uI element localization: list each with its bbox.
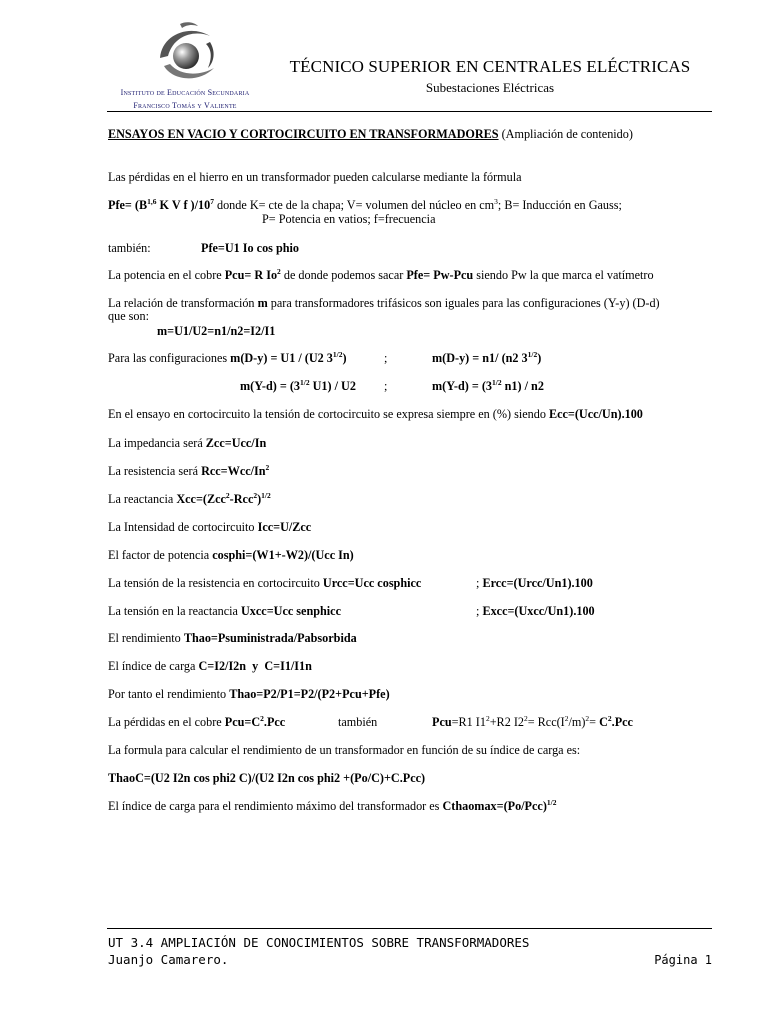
- formula-pfe: [108, 198, 622, 212]
- paragraph-max-efficiency: [108, 799, 556, 813]
- formula-part: ): [342, 351, 347, 365]
- formula-yd: [240, 379, 356, 393]
- formula-part: cosphi=(W1+-W2)/(Ucc In): [212, 548, 354, 562]
- text: Por tanto el rendimiento: [108, 687, 230, 701]
- formula-part: .Pcc: [263, 715, 286, 729]
- formula-part: U1) / U2: [309, 379, 356, 393]
- formula-part: n1) / n2: [501, 379, 544, 393]
- superscript: 2: [253, 491, 258, 500]
- text: La relación de transformación: [108, 296, 258, 310]
- formula-dy: [108, 351, 347, 365]
- formula-part: Icc=U/Zcc: [257, 520, 312, 534]
- footer-unit-title: UT 3.4 AMPLIACIÓN DE CONOCIMIENTOS SOBRE TRANSFORMADORES: [108, 935, 530, 950]
- superscript: 2: [277, 267, 281, 276]
- paragraph-efficiency: [108, 631, 357, 645]
- institute-line-1: Instituto de Educación Secundaria: [120, 88, 250, 97]
- footer-divider: [107, 928, 712, 929]
- superscript: 2: [225, 491, 230, 500]
- institute-line-2: Francisco Tomás y Valiente: [133, 101, 237, 110]
- paragraph-sc-current: [108, 520, 311, 534]
- text: La impedancia será: [108, 436, 206, 450]
- text: =: [589, 715, 600, 729]
- paragraph-short-circuit: [108, 407, 643, 421]
- paragraph-efficiency-formula-intro: La formula para calcular el rendimiento de un transformador en función de su índice de carga es:: [108, 743, 581, 757]
- formula-part: Pcu: [432, 715, 452, 729]
- formula-part: Ecc=(Ucc/Un).100: [548, 407, 643, 421]
- formula-part: Ercc=(Urcc/Un1).100: [482, 576, 593, 590]
- superscript: 1/2: [261, 491, 271, 500]
- paragraph-reactance: [108, 492, 271, 506]
- paragraph-resistance-voltage: [108, 576, 421, 590]
- formula-part: ThaoC=(U2 I2n cos phi2 C)/(U2 I2n cos phi2 +(Po/C)+C.Pcc): [108, 771, 426, 785]
- text: ;: [476, 604, 483, 618]
- text: Para las configuraciones: [108, 351, 231, 365]
- text: =R1 I1: [451, 715, 486, 729]
- tambien-label: también:: [108, 241, 151, 255]
- formula-part: m=U1/U2=n1/n2=I2/I1: [157, 324, 276, 338]
- formula-part: Rcc=Wcc/In: [201, 464, 266, 478]
- formula-thaoc: [108, 771, 425, 785]
- text: La potencia en el cobre: [108, 268, 225, 282]
- text: La tensión de la resistencia en cortocircuito: [108, 576, 323, 590]
- paragraph-resistance: [108, 464, 269, 478]
- paragraph-iron-losses: Las pérdidas en el hierro en un transformador pueden calcularse mediante la fórmula: [108, 170, 522, 184]
- text: = Rcc(I: [527, 715, 565, 729]
- formula-part: Pfe= Pw-Pcu: [406, 268, 474, 282]
- superscript: 7: [210, 197, 214, 206]
- formula-pcu-alt: [432, 715, 633, 729]
- formula-part: Xcc=(Zcc: [176, 492, 226, 506]
- formula-part: Pfe= (B: [108, 198, 148, 212]
- heading-text: ENSAYOS EN VACIO Y CORTOCIRCUITO EN TRANSFORMADORES: [108, 127, 499, 141]
- superscript: 2: [485, 714, 490, 723]
- superscript: 3: [494, 197, 498, 206]
- text: La pérdidas en el cobre: [108, 715, 225, 729]
- paragraph-copper-power: [108, 268, 654, 282]
- formula-part: m(D-y) = n1/ (n2 3: [432, 351, 528, 365]
- formula-part: Pfe=U1 Io cos phio: [201, 241, 300, 255]
- formula-part: m(Y-d) = (3: [432, 379, 492, 393]
- copper-losses-tambien: también: [338, 715, 378, 729]
- formula-part: C=I2/I2n y C=I1/I1n: [198, 659, 312, 673]
- formula-part: Pcu=C: [224, 715, 261, 729]
- formula-part: Excc=(Uxcc/Un1).100: [482, 604, 595, 618]
- formula-pfe-line2: P= Potencia en vatios; f=frecuencia: [262, 212, 436, 226]
- formula-part: Thao=Psuministrada/Pabsorbida: [183, 631, 357, 645]
- text: El índice de carga para el rendimiento máximo del transformador es: [108, 799, 443, 813]
- institute-logo-icon: [150, 22, 220, 86]
- text: ;: [476, 576, 483, 590]
- formula-part: C: [599, 715, 608, 729]
- text: La tensión en la reactancia: [108, 604, 241, 618]
- superscript: 1/2: [299, 378, 310, 387]
- text: El factor de potencia: [108, 548, 213, 562]
- text: La Intensidad de cortocircuito: [108, 520, 258, 534]
- institute-name: [100, 86, 270, 112]
- formula-text: ; B= Inducción en Gauss;: [497, 198, 622, 212]
- tambien-formula: [201, 241, 299, 255]
- formula-part: Uxcc=Ucc senphicc: [240, 604, 342, 618]
- formula-part: Thao=P2/P1=P2/(P2+Pcu+Pfe): [229, 687, 390, 701]
- paragraph-load-index: [108, 659, 312, 673]
- text: La resistencia será: [108, 464, 202, 478]
- superscript: 1/2: [491, 378, 502, 387]
- formula-excc: [476, 604, 595, 618]
- formula-part: m(Y-d) = (3: [240, 379, 300, 393]
- text: /m): [568, 715, 586, 729]
- formula-ercc: [476, 576, 593, 590]
- formula-part: .Pcc: [611, 715, 633, 729]
- footer-page-number: Página 1: [654, 953, 712, 967]
- formula-part: Zcc=Ucc/In: [205, 436, 267, 450]
- paragraph-impedance: [108, 436, 266, 450]
- text: La reactancia: [108, 492, 177, 506]
- paragraph-ratio-line2: que son:: [108, 309, 149, 323]
- superscript: 2: [265, 463, 270, 472]
- formula-ratio: [157, 324, 275, 338]
- formula-part: K V f )/10: [156, 198, 211, 212]
- superscript: 2: [260, 714, 264, 723]
- formula-text: donde K= cte de la chapa; V= volumen del núcleo en cm: [213, 198, 495, 212]
- header-divider: [107, 111, 712, 112]
- superscript: 2: [564, 714, 569, 723]
- superscript: 2: [585, 714, 590, 723]
- text: siendo Pw la que marca el vatímetro: [473, 268, 654, 282]
- section-heading: [108, 127, 633, 141]
- paragraph-power-factor: [108, 548, 354, 562]
- superscript: 1/2: [527, 350, 538, 359]
- paragraph-copper-losses: [108, 715, 285, 729]
- text: En el ensayo en cortocircuito la tensión de cortocircuito se expresa siempre en (%) siendo: [108, 407, 549, 421]
- formula-part: ): [537, 351, 542, 365]
- paragraph-efficiency-2: [108, 687, 390, 701]
- superscript: 1,6: [147, 197, 157, 206]
- formula-part: Cthaomax=(Po/Pcc): [442, 799, 547, 813]
- formula-part: ): [257, 492, 262, 506]
- heading-note: (Ampliación de contenido): [498, 127, 633, 141]
- formula-part: m: [257, 296, 268, 310]
- superscript: 2: [607, 714, 612, 723]
- footer-author: Juanjo Camarero.: [108, 952, 229, 967]
- paragraph-reactance-voltage: [108, 604, 341, 618]
- superscript: 2: [523, 714, 528, 723]
- formula-part: m(D-y) = U1 / (U2 3: [230, 351, 333, 365]
- text: El rendimiento: [108, 631, 184, 645]
- text: +R2 I2: [489, 715, 524, 729]
- formula-part: Urcc=Ucc cosphicc: [322, 576, 422, 590]
- superscript: 1/2: [332, 350, 343, 359]
- formula-dy-alt: [432, 351, 541, 365]
- superscript: 1/2: [546, 798, 557, 807]
- text: para transformadores trifásicos son iguales para las configuraciones (Y-y) (D-d): [267, 296, 660, 310]
- paragraph-ratio: [108, 296, 660, 310]
- separator: ;: [384, 351, 388, 365]
- text: de donde podemos sacar: [280, 268, 407, 282]
- document-title: TÉCNICO SUPERIOR EN CENTRALES ELÉCTRICAS: [289, 57, 691, 76]
- separator: ;: [384, 379, 388, 393]
- formula-yd-alt: [432, 379, 544, 393]
- formula-part: -Rcc: [229, 492, 254, 506]
- document-subtitle: Subestaciones Eléctricas: [425, 80, 555, 95]
- formula-part: Pcu= R Io: [224, 268, 278, 282]
- text: El índice de carga: [108, 659, 199, 673]
